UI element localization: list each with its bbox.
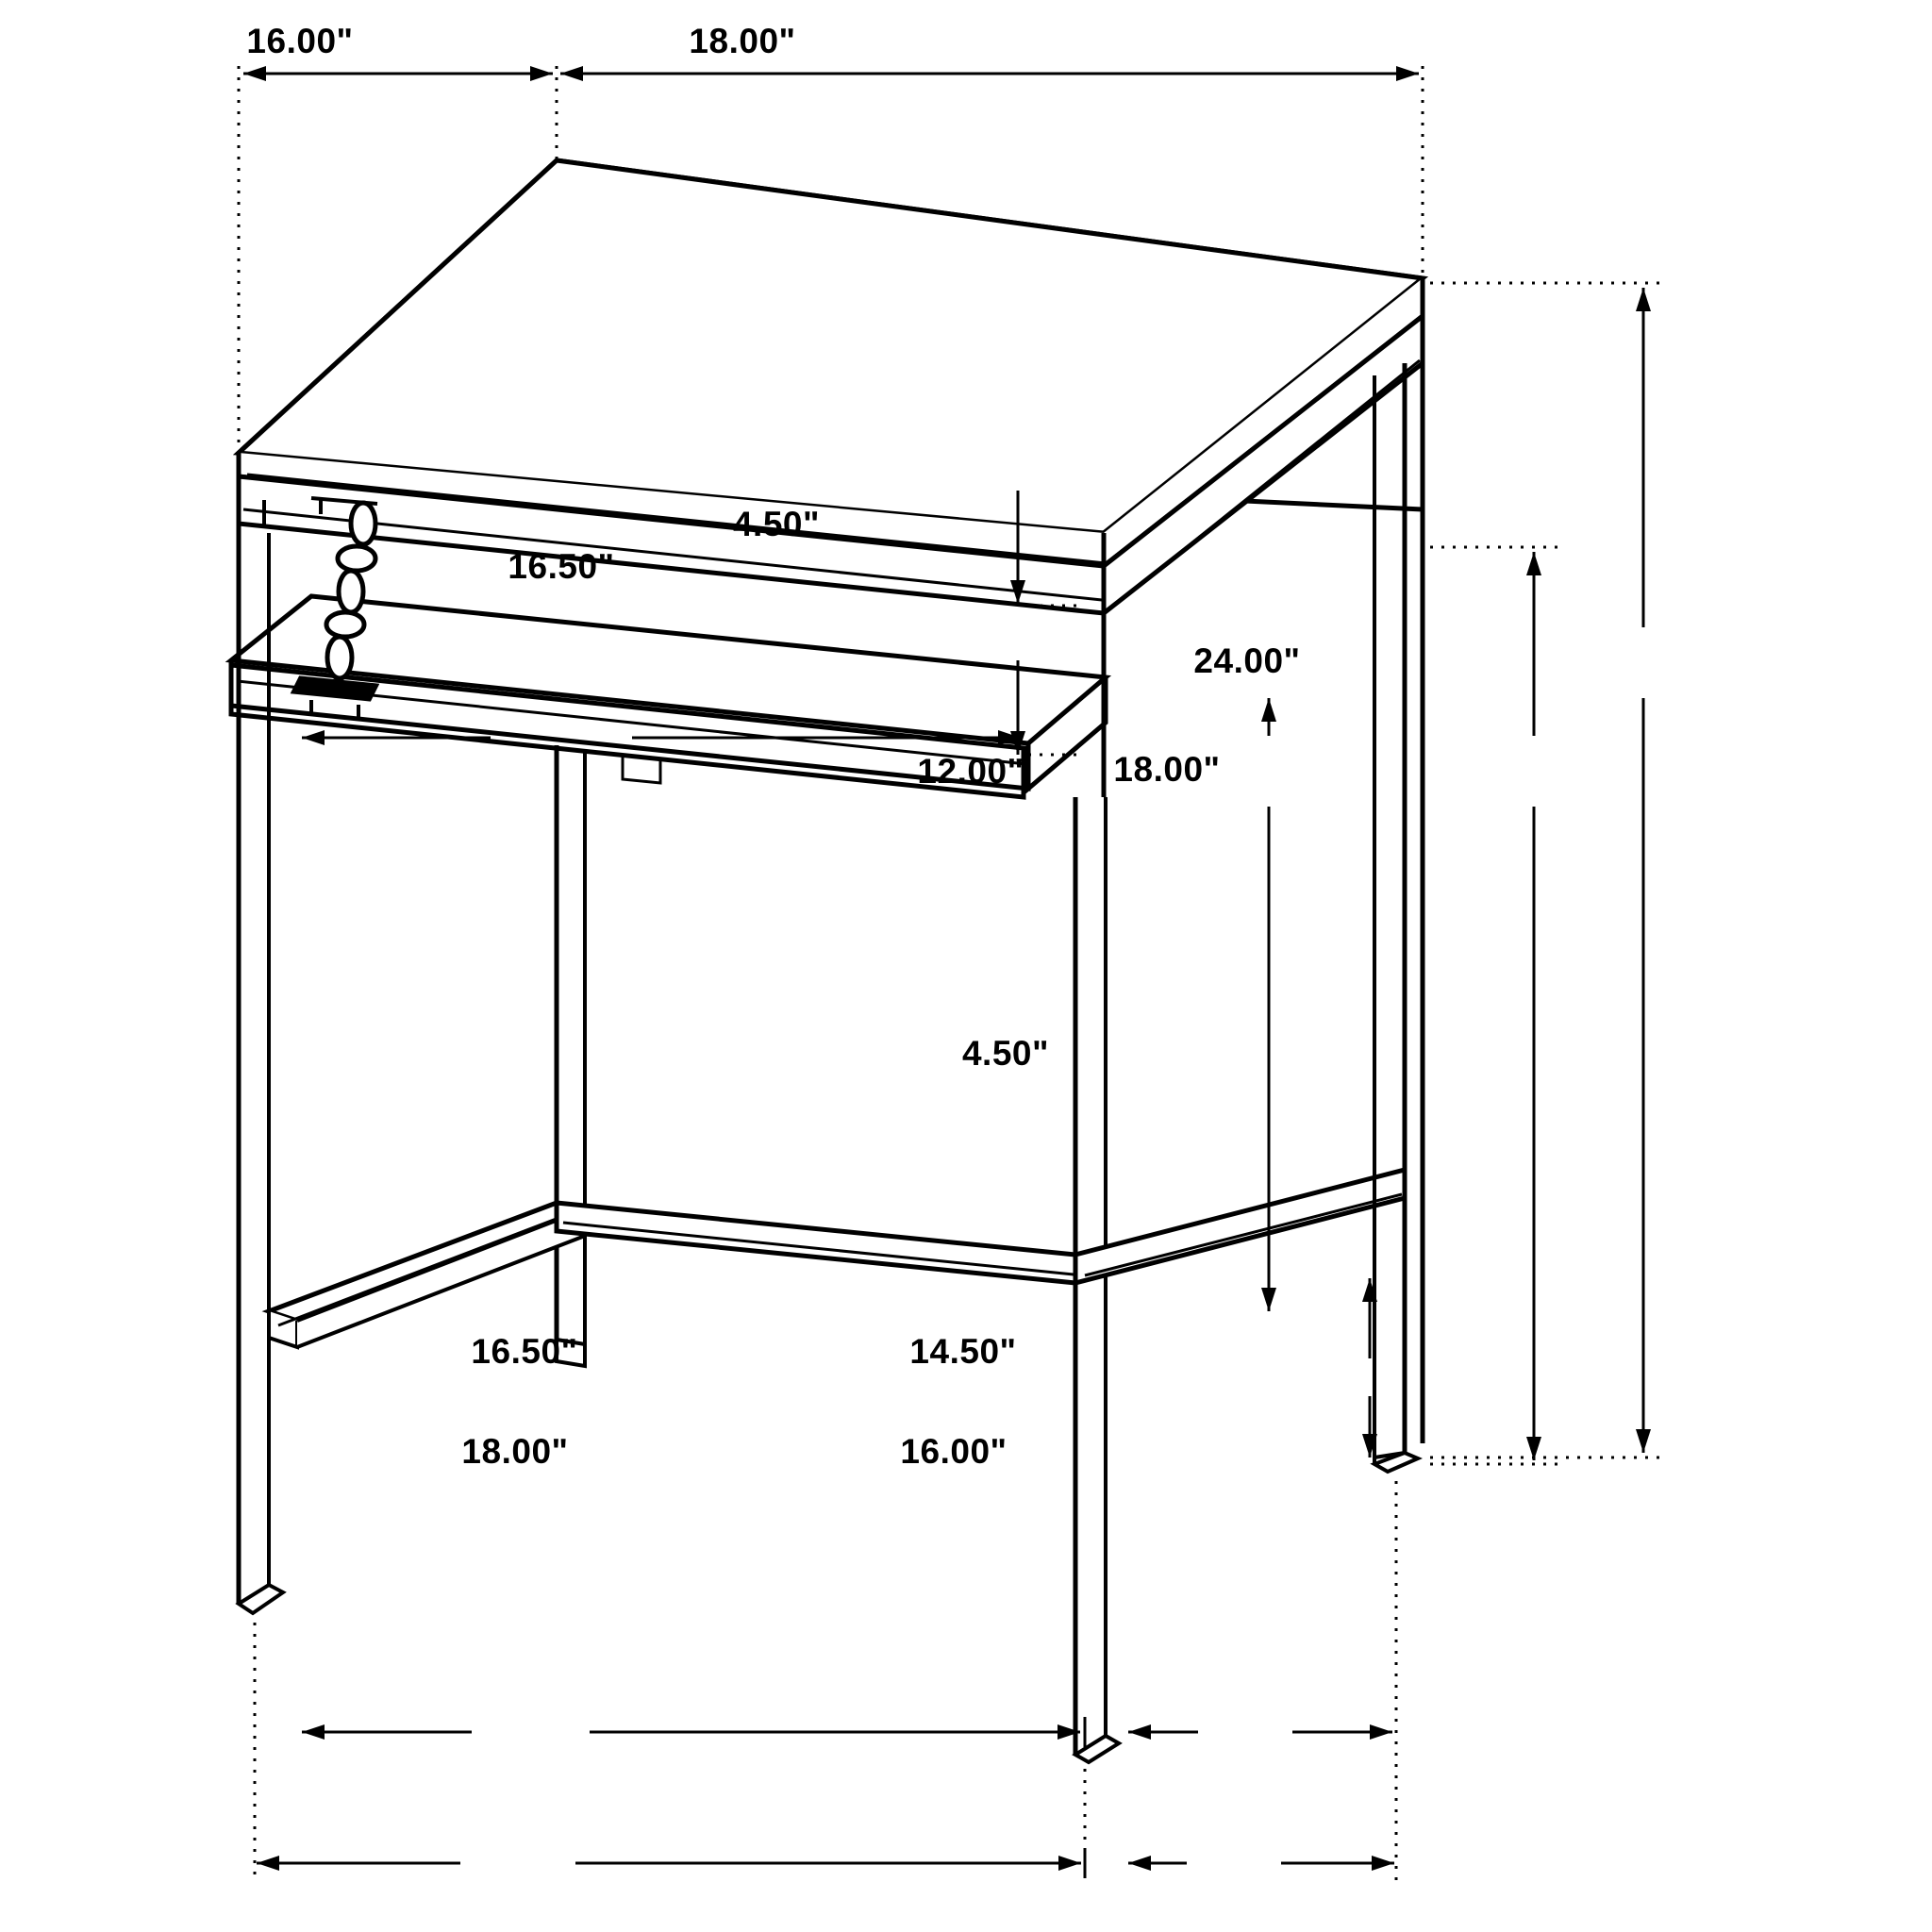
dim-label-base-front-inner: 16.50" [471,1332,578,1371]
dim-label-base-side-inner: 14.50" [909,1332,1017,1371]
dim-label-tray-clearance: 4.50" [732,505,821,543]
dim-label-apron-to-floor: 18.00" [1113,750,1221,789]
dim-label-base-front-outer: 18.00" [461,1432,569,1471]
dim-label-base-side-outer: 16.00" [900,1432,1008,1471]
dim-label-top-depth-top: 16.00" [246,22,354,60]
dim-label-tray-width: 16.50" [508,547,615,586]
dim-label-top-width-top: 18.00" [689,22,796,60]
dim-label-shelf-to-floor: 4.50" [961,1034,1050,1073]
dim-label-overall-height: 24.00" [1193,641,1301,680]
dim-label-leg-to-shelf: 12.00" [917,752,1024,791]
